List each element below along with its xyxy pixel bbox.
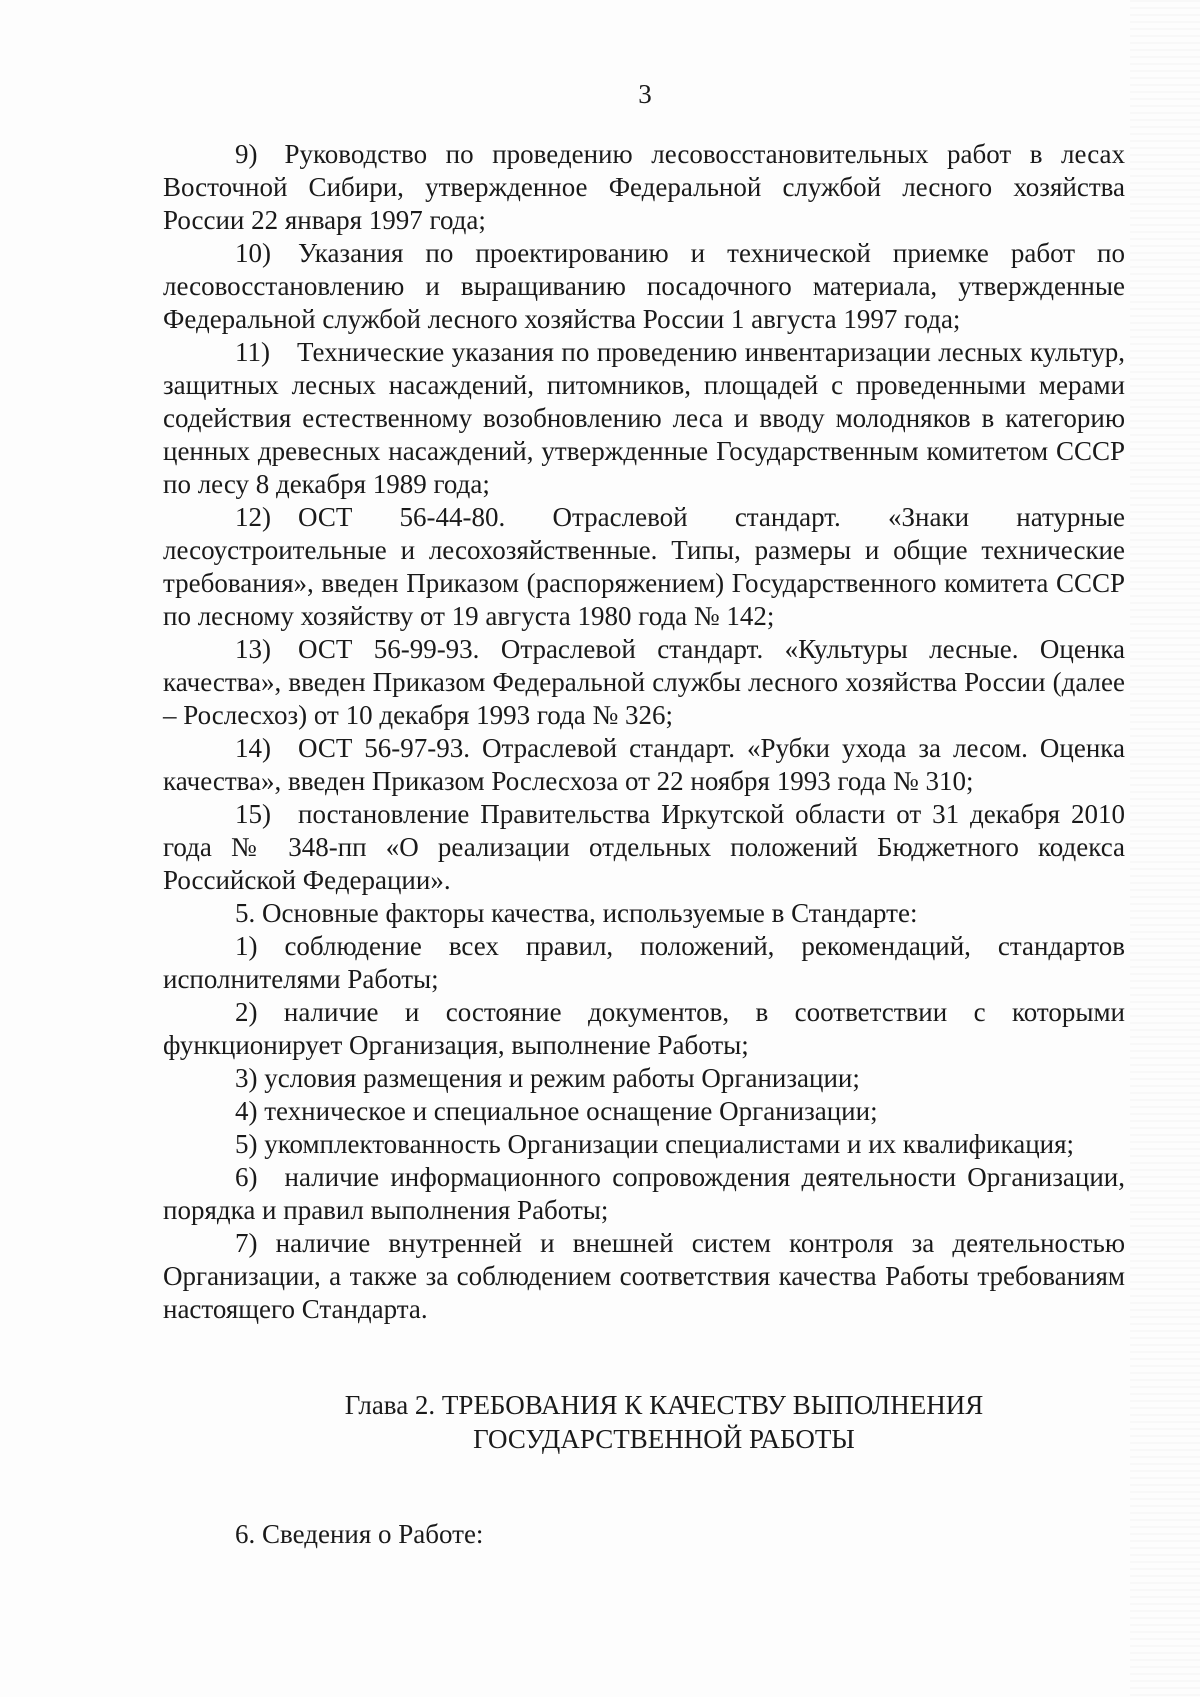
list-item: 14) ОСТ 56-97-93. Отраслевой стандарт. «Рубки ухода за лесом. Оценка качества», введен Приказом Рослесхоза от 22 ноября 1993 года № 310; xyxy=(163,733,1125,796)
list-item: 10) Указания по проектированию и технической приемке работ по лесовосстановлению и выращиванию посадочного материала, утвержденные Федеральной службой лесного хозяйства России 1 августа 1997 года; xyxy=(163,238,1125,334)
page-number: 3 xyxy=(638,79,652,109)
list-item: 6) наличие информационного сопровождения деятельности Организации, порядка и правил выполнения Работы; xyxy=(163,1162,1125,1225)
legal-acts-list xyxy=(163,138,1125,897)
list-item: 2) наличие и состояние документов, в соответствии с которыми функционирует Организация, выполнение Работы; xyxy=(163,997,1125,1060)
list-item: 4) техническое и специальное оснащение Организации; xyxy=(235,1096,878,1126)
chapter-heading xyxy=(163,1388,1125,1456)
quality-factors-list xyxy=(163,930,1125,1326)
section-6-title: 6. Сведения о Работе: xyxy=(235,1519,484,1549)
list-item: 15) постановление Правительства Иркутской области от 31 декабря 2010 года № 348-пп «О реализации отдельных положений Бюджетного кодекса Российской Федерации». xyxy=(163,799,1125,895)
chapter-heading-line-1: Глава 2. ТРЕБОВАНИЯ К КАЧЕСТВУ ВЫПОЛНЕНИЯ xyxy=(344,1390,984,1420)
list-item: 13) ОСТ 56-99-93. Отраслевой стандарт. «Культуры лесные. Оценка качества», введен Приказом Федеральной службы лесного хозяйства России (далее – Рослесхоз) от 10 декабря 1993 года № 326; xyxy=(163,634,1125,730)
scan-edge-noise xyxy=(1130,0,1200,1697)
chapter-heading-line-2: ГОСУДАРСТВЕННОЙ РАБОТЫ xyxy=(473,1424,855,1454)
document-body xyxy=(163,138,1125,1551)
section-5-title: 5. Основные факторы качества, используемые в Стандарте: xyxy=(235,898,918,928)
list-item: 7) наличие внутренней и внешней систем контроля за деятельностью Организации, а также за соблюдением соответствия качества Работы требованиям настоящего Стандарта. xyxy=(163,1228,1125,1324)
list-item: 12) ОСТ 56-44-80. Отраслевой стандарт. «Знаки натурные лесоустроительные и лесохозяйственные. Типы, размеры и общие технические требования», введен Приказом (распоряжением) Государственного комитета СССР по лесному хозяйству от 19 августа 1980 года № 142; xyxy=(163,502,1125,631)
list-item: 11) Технические указания по проведению инвентаризации лесных культур, защитных лесных насаждений, питомников, площадей с проведенными мерами содействия естественному возобновлению леса и вводу молодняков в категорию ценных древесных насаждений, утвержденные Государственным комитетом СССР по лесу 8 декабря 1989 года; xyxy=(163,337,1125,499)
list-item: 3) условия размещения и режим работы Организации; xyxy=(235,1063,860,1093)
list-item: 1) соблюдение всех правил, положений, рекомендаций, стандартов исполнителями Работы; xyxy=(163,931,1125,994)
list-item: 5) укомплектованность Организации специалистами и их квалификация; xyxy=(235,1129,1075,1159)
list-item: 9) Руководство по проведению лесовосстановительных работ в лесах Восточной Сибири, утвержденное Федеральной службой лесного хозяйства России 22 января 1997 года; xyxy=(163,139,1125,235)
